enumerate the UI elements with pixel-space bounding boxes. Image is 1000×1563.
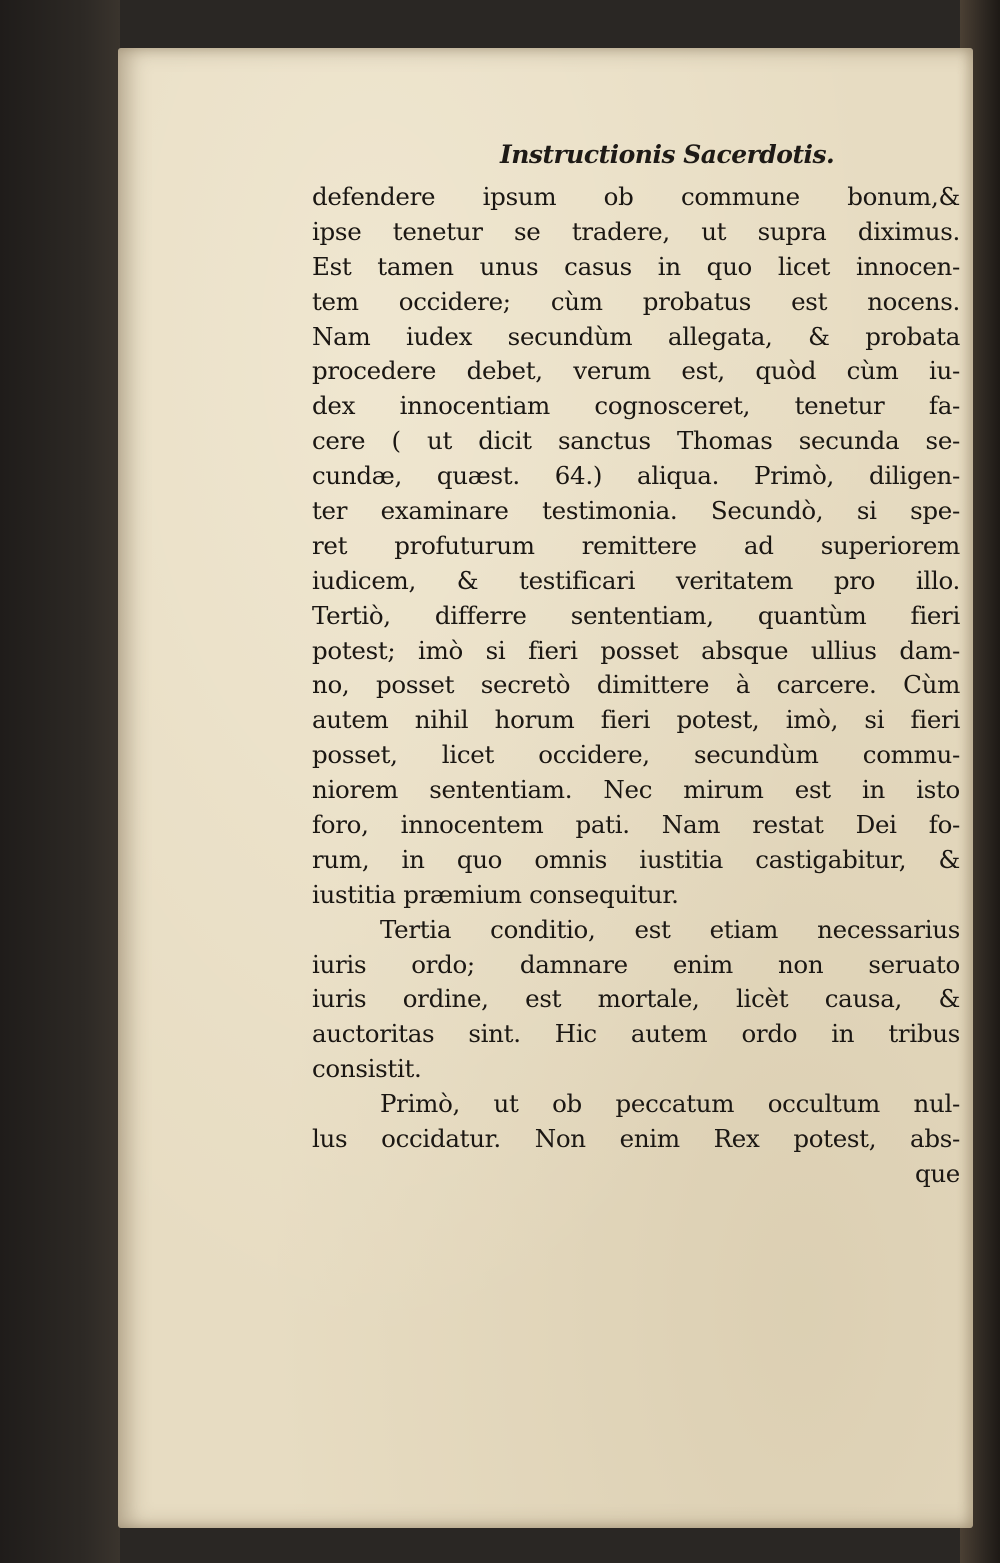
text-line: auctoritas sint. Hic autem ordo in tribus [312, 1019, 960, 1049]
text-line: rum, in quo omnis iustitia castigabitur, & [312, 844, 960, 874]
text-line: cere ( ut dicit sanctus Thomas secunda se- [312, 426, 960, 456]
page-text [312, 180, 960, 1192]
text-line: Tertiò, differre sententiam, quantùm fieri [312, 600, 960, 630]
running-head: Instructionis Sacerdotis. [500, 140, 835, 169]
text-line: iuris ordo; damnare enim non seruato [312, 949, 960, 979]
text-line: lus occidatur. Non enim Rex potest, abs- [312, 1124, 960, 1154]
text-line: procedere debet, verum est, quòd cùm iu- [312, 356, 960, 386]
text-line: Tertia conditio, est etiam necessarius [380, 914, 960, 944]
text-line: iustitia præmium consequitur. [312, 879, 679, 909]
text-line: iudicem, & testificari veritatem pro illo. [312, 565, 960, 595]
text-line: iuris ordine, est mortale, licèt causa, & [312, 984, 960, 1014]
text-line: Primò, ut ob peccatum occultum nul- [380, 1089, 960, 1119]
text-line: ret profuturum remittere ad superiorem [312, 530, 960, 560]
text-line: Est tamen unus casus in quo licet innocen- [312, 251, 960, 281]
text-line: que [914, 1158, 960, 1188]
book-gutter [0, 0, 120, 1563]
text-line: niorem sententiam. Nec mirum est in isto [312, 775, 960, 805]
text-line: potest; imò si fieri posset absque ullius dam- [312, 635, 960, 665]
text-line: foro, innocentem pati. Nam restat Dei fo- [312, 810, 960, 840]
text-line: cundæ, quæst. 64.) aliqua. Primò, diligen- [312, 461, 960, 491]
text-line: dex innocentiam cognosceret, tenetur fa- [312, 391, 960, 421]
text-line: no, posset secretò dimittere à carcere. Cùm [312, 670, 960, 700]
text-line: ter examinare testimonia. Secundò, si spe- [312, 496, 960, 526]
text-line: ipse tenetur se tradere, ut supra diximus. [312, 216, 960, 246]
text-line: posset, licet occidere, secundùm commu- [312, 740, 960, 770]
text-line: tem occidere; cùm probatus est nocens. [312, 286, 960, 316]
text-line: defendere ipsum ob commune bonum,& [312, 182, 960, 211]
text-line: autem nihil horum fieri potest, imò, si fieri [312, 705, 960, 735]
text-line: consistit. [312, 1054, 422, 1084]
text-line: Nam iudex secundùm allegata, & probata [312, 321, 960, 351]
